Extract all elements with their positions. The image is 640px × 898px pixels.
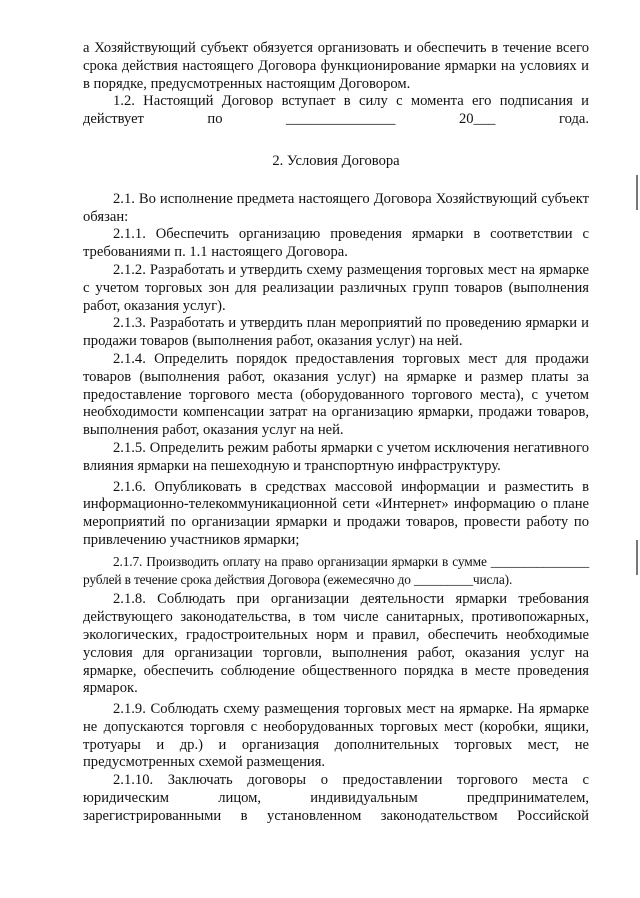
clause-2-1-7: 2.1.7. Производить оплату на право организации ярмарки в сумме _______________ рублей в течение срока действия Договора (ежемесячно до _________числа). [83,553,589,587]
clause-2-1-8: 2.1.8. Соблюдать при организации деятельности ярмарки требования действующего законодательства, в том числе санитарных, противопожарных, экологических, градостроительных норм и правил, обеспечить необходимые условия для организации торговли, выполнения работ, оказания услуг на ярмарке, обеспечить соблюдение общественного порядка в месте проведения ярмарок. [83,591,589,697]
clause-2-1-3: 2.1.3. Разработать и утвердить план мероприятий по проведению ярмарки и продажи товаров (выполнения работ, оказания услуг) на ней. [83,315,589,350]
clause-2-1-4: 2.1.4. Определить порядок предоставления торговых мест для продажи товаров (выполнения работ, оказания услуг) на ярмарке и размер платы за предоставление торгового места (оборудованного торгового места), с учетом необходимости компенсации затрат на организацию ярмарки, продажи товаров, выполнения работ, оказания услуг на ней. [83,350,589,439]
document-page [83,40,589,826]
clause-2-1-10: 2.1.10. Заключать договоры о предоставлении торгового места с юридическим лицом, индивидуальным предпринимателем, зарегистрированными в установленном законодательством Российской [83,772,589,824]
section-title: 2. Условия Договора [272,152,400,169]
clause-2-1-5: 2.1.5. Определить режим работы ярмарки с учетом исключения негативного влияния ярмарки на пешеходную и транспортную инфраструктуру. [83,439,589,474]
clause-2-1: 2.1. Во исполнение предмета настоящего Договора Хозяйствующий субъект обязан: [83,190,589,225]
clause-2-1-1: 2.1.1. Обеспечить организацию проведения ярмарки в соответствии с требованиями п. 1.1 настоящего Договора. [83,226,589,261]
intro-paragraph: а Хозяйствующий субъект обязуется организовать и обеспечить в течение всего срока действия настоящего Договора функционирование ярмарки на условиях и в порядке, предусмотренных настоящим Договором. [83,40,589,92]
clause-2-1-6: 2.1.6. Опубликовать в средствах массовой информации и разместить в информационно-телекоммуникационной сети «Интернет» информацию о плане мероприятий по организации ярмарки и продажи товаров, провести работу по привлечению участников ярмарки; [83,478,589,548]
clause-2-1-9: 2.1.9. Соблюдать схему размещения торговых мест на ярмарке. На ярмарке не допускаются торговля с необорудованных торговых мест (коробки, ящики, тротуары и др.) и организация дополнительных торговых мест, не предусмотренных схемой размещения. [83,701,589,771]
clause-1-2: 1.2. Настоящий Договор вступает в силу с момента его подписания и действует по _______________ 20___ года. [83,93,589,128]
scan-edge-mark-bottom [636,540,638,575]
clause-2-1-2: 2.1.2. Разработать и утвердить схему размещения торговых мест на ярмарке с учетом торговых зон для реализации различных групп товаров (выполнения работ, оказания услуг). [83,261,589,314]
scan-edge-mark-top [636,175,638,210]
